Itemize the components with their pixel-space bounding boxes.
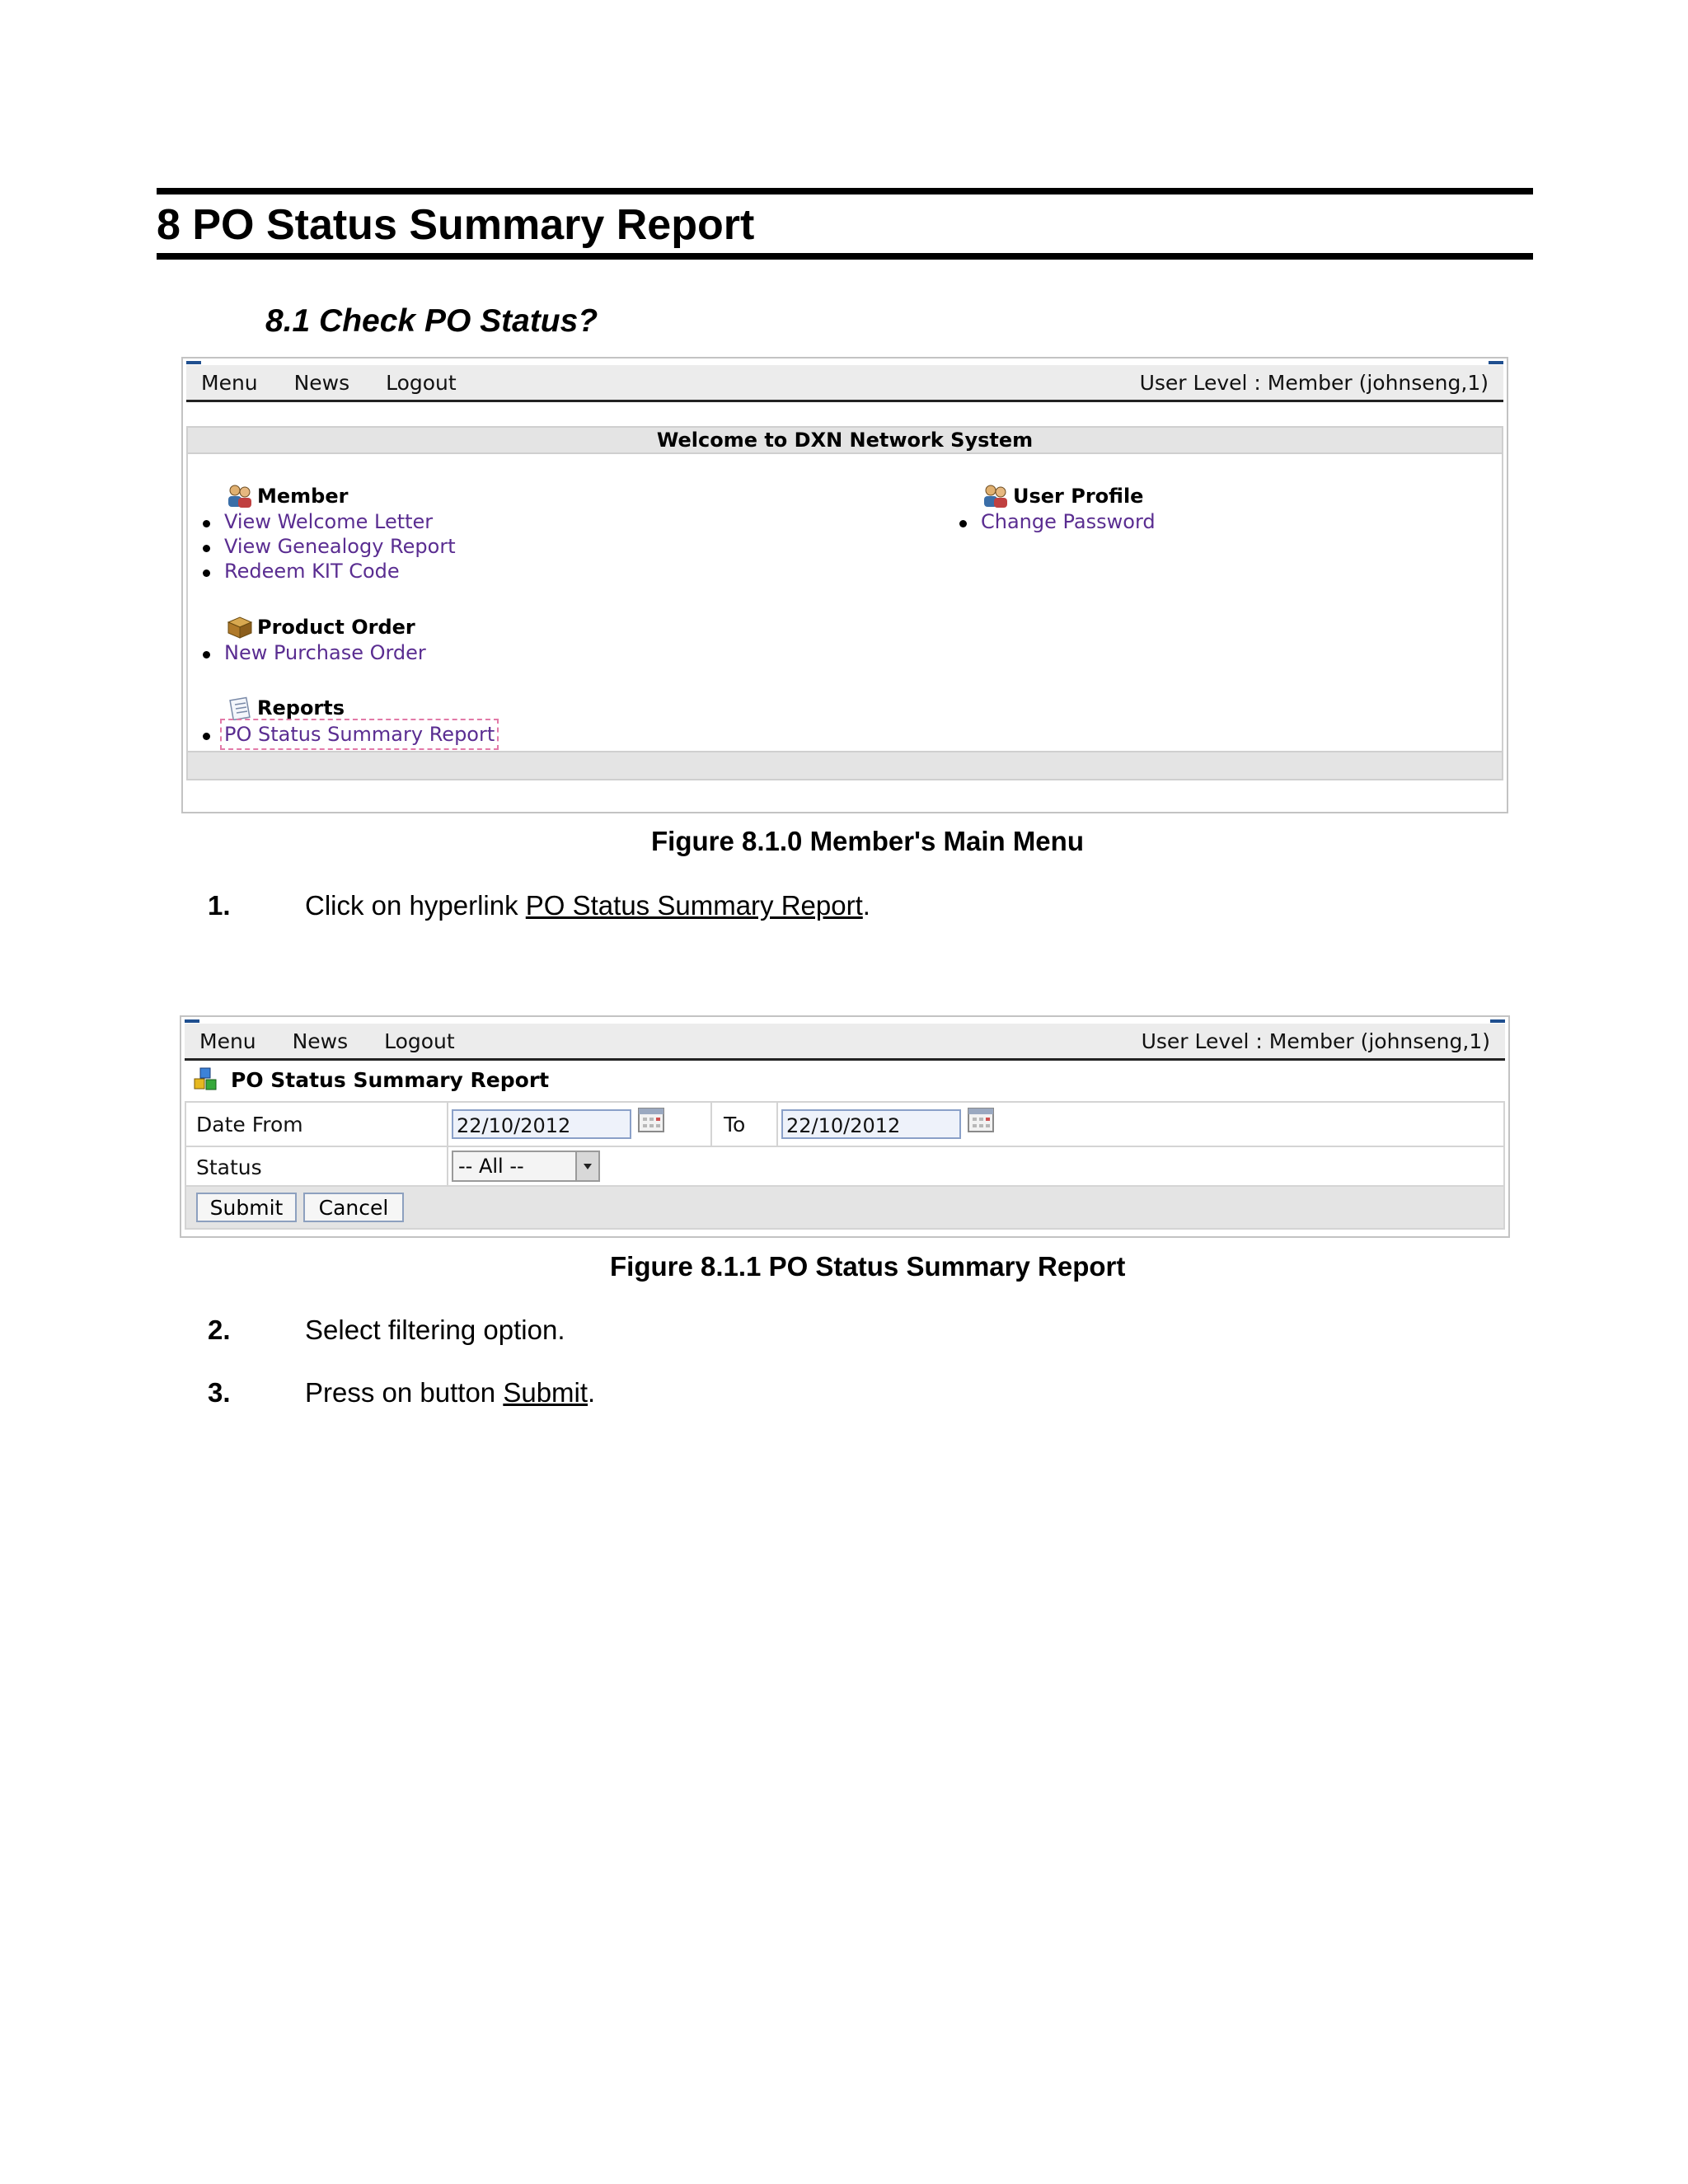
link-po-status-summary-report[interactable]: PO Status Summary Report [224,723,495,746]
product-order-group-title: Product Order [257,616,415,639]
user-profile-group-heading [982,484,1143,509]
users-icon [982,484,1010,509]
heading-rule-bottom [157,253,1533,260]
user-level: User Level : Member (johnseng,1) [1141,1029,1490,1053]
member-group-title: Member [257,485,349,508]
form-title: PO Status Summary Report [193,1066,549,1093]
link-view-welcome-letter[interactable]: View Welcome Letter [224,510,434,533]
report-cubes-icon [193,1066,219,1093]
nav-menu[interactable]: Menu [201,371,258,395]
heading-rule-top [157,188,1533,194]
step-1-link: PO Status Summary Report [525,890,863,921]
nav-logout[interactable]: Logout [386,371,457,395]
step-1-text: Click on hyperlink PO Status Summary Report. [305,890,870,921]
section-title: 8.1 Check PO Status? [265,303,598,339]
welcome-title: Welcome to DXN Network System [188,428,1502,454]
panel-footer [188,751,1502,779]
calendar-icon[interactable] [638,1108,664,1132]
figure-caption-2: Figure 8.1.1 PO Status Summary Report [610,1251,1126,1282]
link-change-password[interactable]: Change Password [981,510,1156,533]
user-level: User Level : Member (johnseng,1) [1139,371,1489,395]
date-row [185,1101,1505,1147]
step-3-number: 3. [208,1377,231,1408]
product-order-group-heading [226,615,415,640]
status-row [185,1146,1505,1188]
link-new-purchase-order[interactable]: New Purchase Order [224,641,426,664]
date-from-input[interactable]: 22/10/2012 [452,1109,631,1139]
welcome-panel [186,426,1503,780]
status-select[interactable]: -- All -- [452,1151,600,1182]
link-view-genealogy-report[interactable]: View Genealogy Report [224,535,456,558]
figure-caption-1: Figure 8.1.0 Member's Main Menu [651,826,1084,856]
chapter-title: 8 PO Status Summary Report [157,201,755,249]
reports-group-heading [226,696,345,720]
nav-logout[interactable]: Logout [384,1029,455,1053]
report-icon [226,696,254,720]
nav-news[interactable]: News [293,371,350,395]
status-label: Status [196,1155,262,1179]
step-3-text: Press on button Submit. [305,1377,596,1408]
users-icon [226,484,254,509]
form-button-bar [185,1185,1505,1230]
calendar-icon[interactable] [968,1108,994,1132]
step-2-number: 2. [208,1315,231,1345]
nav-menu[interactable]: Menu [199,1029,256,1053]
nav-news[interactable]: News [292,1029,349,1053]
reports-group-title: Reports [257,696,345,719]
cancel-button[interactable]: Cancel [303,1193,404,1222]
package-icon [226,615,254,640]
chevron-down-icon [575,1152,598,1180]
submit-button[interactable]: Submit [196,1193,297,1222]
step-1-number: 1. [208,890,231,921]
top-nav-bar [186,365,1503,402]
to-label: To [724,1113,746,1137]
date-from-label: Date From [196,1113,303,1137]
po-report-form-screenshot [180,1015,1510,1238]
member-group-heading [226,484,348,509]
main-menu-screenshot [181,357,1508,813]
user-profile-group-title: User Profile [1013,485,1144,508]
date-to-input[interactable]: 22/10/2012 [781,1109,961,1139]
link-redeem-kit-code[interactable]: Redeem KIT Code [224,560,400,583]
step-2-text: Select filtering option. [305,1315,565,1345]
step-3-link: Submit [503,1377,588,1408]
top-nav-bar [185,1024,1505,1061]
